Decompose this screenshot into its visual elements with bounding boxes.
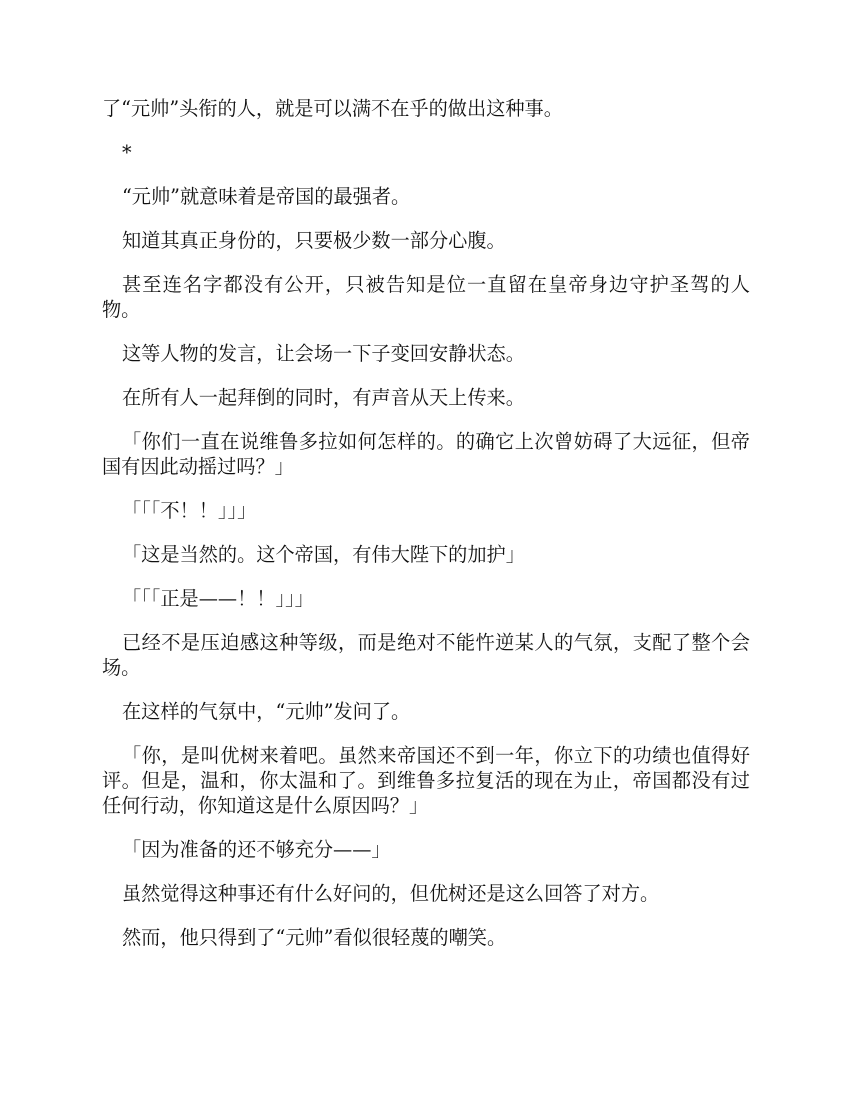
dialogue-paragraph: 「这是当然的。这个帝国，有伟大陛下的加护」 bbox=[122, 543, 525, 566]
paragraph: 在所有人一起拜倒的同时，有声音从天上传来。 bbox=[122, 386, 525, 409]
paragraph: 然而，他只得到了“元帅”看似很轻蔑的嘲笑。 bbox=[122, 926, 507, 949]
paragraph: 这等人物的发言，让会场一下子变回安静状态。 bbox=[122, 342, 525, 365]
paragraph: 知道其真正身份的，只要极少数一部分心腹。 bbox=[122, 229, 506, 252]
dialogue-paragraph: 「「「正是——！！」」」 bbox=[122, 587, 314, 610]
scene-separator: * bbox=[122, 141, 132, 164]
dialogue-paragraph: 「「「不！！」」」 bbox=[122, 499, 257, 522]
dialogue-paragraph: 「因为准备的还不够充分——」 bbox=[122, 838, 391, 861]
paragraph: 了“元帅”头衔的人，就是可以满不在乎的做出这种事。 bbox=[102, 97, 563, 120]
paragraph: 在这样的气氛中，“元帅”发问了。 bbox=[122, 700, 411, 723]
dialogue-paragraph: 「你们一直在说维鲁多拉如何怎样的。的确它上次曾妨碍了大远征，但帝国有因此动摇过吗？」 bbox=[102, 430, 750, 478]
paragraph: 甚至连名字都没有公开，只被告知是位一直留在皇帝身边守护圣驾的人物。 bbox=[102, 273, 750, 321]
document-page bbox=[102, 96, 750, 969]
paragraph: 已经不是压迫感这种等级，而是绝对不能忤逆某人的气氛，支配了整个会场。 bbox=[102, 631, 750, 679]
dialogue-paragraph: 「你，是叫优树来着吧。虽然来帝国还不到一年，你立下的功绩也值得好评。但是，温和，你太温和了。到维鲁多拉复活的现在为止，帝国都没有过任何行动，你知道这是什么原因吗？」 bbox=[102, 744, 750, 817]
paragraph: “元帅”就意味着是帝国的最强者。 bbox=[122, 185, 411, 208]
paragraph: 虽然觉得这种事还有什么好问的，但优树还是这么回答了对方。 bbox=[122, 882, 660, 905]
